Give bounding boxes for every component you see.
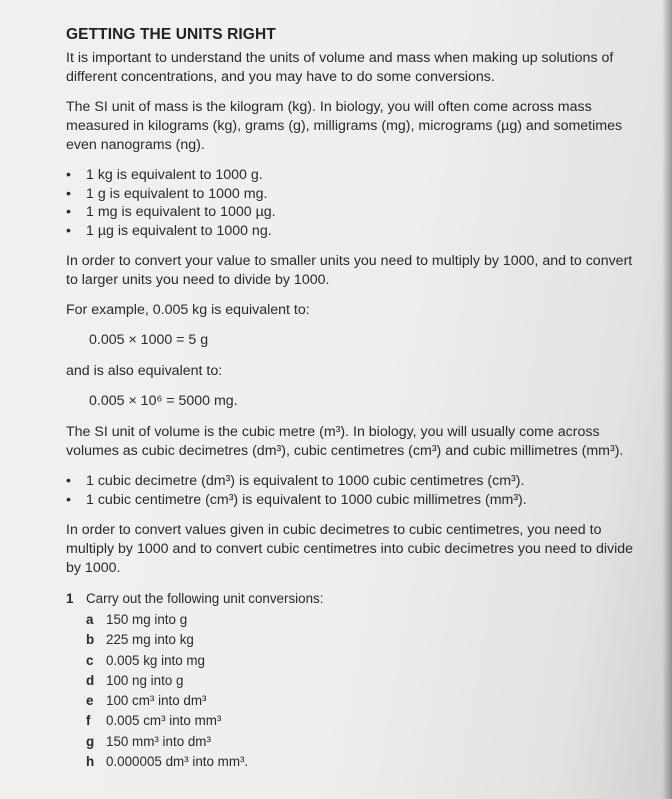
equation-2: 0.005 × 10⁶ = 5000 mg. [89,393,238,409]
question-part [86,711,636,731]
section-title: GETTING THE UNITS RIGHT [66,26,276,43]
question-number: 1 [66,591,74,606]
part-text: 150 mg into g [106,612,188,627]
part-label: g [86,733,95,749]
question-part [86,732,636,752]
question-part [86,651,636,671]
list-item: • 1 µg is equivalent to 1000 ng. [66,222,636,241]
document-page [66,26,636,772]
part-text: 225 mg into kg [106,632,194,648]
part-text: 0.005 cm³ into mm³ [106,713,222,729]
also-text: and is also equivalent to: [66,363,223,379]
question-part [86,610,636,630]
part-label: f [86,713,91,729]
question-part [86,630,636,650]
mass-bullet-list [66,166,636,240]
volume-paragraph: The SI unit of volume is the cubic metre (m³). In biology, you will usually come across volumes as cubic decimetres (dm³), cubic centimetres (cm³) and cubic millimetres (mm³). [66,424,624,459]
part-text: 100 ng into g [106,672,184,688]
question-1 [66,589,636,772]
question-part [86,671,636,691]
list-item: • 1 cubic centimetre (cm³) is equivalent to 1000 cubic millimetres (mm³). [66,491,636,510]
list-item: • 1 mg is equivalent to 1000 µg. [66,203,636,222]
intro-paragraph: It is important to understand the units of volume and mass when making up solutions of different concentrations, and you may have to do some conversions. [66,50,614,85]
part-text: 0.000005 dm³ into mm³. [106,754,249,770]
part-text: 100 cm³ into dm³ [106,693,207,709]
page-edge-shadow [662,0,672,799]
part-label: d [86,672,95,688]
part-text: 0.005 kg into mg [106,652,206,668]
example-intro: For example, 0.005 kg is equivalent to: [66,302,310,318]
list-item: • 1 cubic decimetre (dm³) is equivalent to 1000 cubic centimetres (cm³). [66,472,636,491]
question-parts [66,610,636,772]
mass-paragraph: The SI unit of mass is the kilogram (kg). In biology, you will often come across mass measured in kilograms (kg), grams (g), milligrams (mg), micrograms (µg) and sometimes even nanograms (ng). [66,99,623,153]
part-label: e [86,693,94,709]
question-part [86,752,636,772]
list-item: • 1 g is equivalent to 1000 mg. [66,185,636,204]
equation-1: 0.005 × 1000 = 5 g [89,332,209,348]
question-part [86,691,636,711]
volume-convert-paragraph: In order to convert values given in cubic decimetres to cubic centimetres, you need to multiply by 1000 and to convert cubic centimetres into cubic decimetres you need to divide by 1000. [66,522,634,576]
question-prompt: Carry out the following unit conversions: [86,591,324,606]
part-label: a [86,612,94,627]
part-label: c [86,652,94,668]
question-header [66,589,636,608]
part-label: b [86,632,95,648]
list-item: • 1 kg is equivalent to 1000 g. [66,166,636,185]
part-label: h [86,754,95,770]
part-text: 150 mm³ into dm³ [106,733,211,749]
volume-bullet-list [66,472,636,509]
convert-paragraph: In order to convert your value to smaller units you need to multiply by 1000, and to convert to larger units you need to divide by 1000. [66,253,633,288]
